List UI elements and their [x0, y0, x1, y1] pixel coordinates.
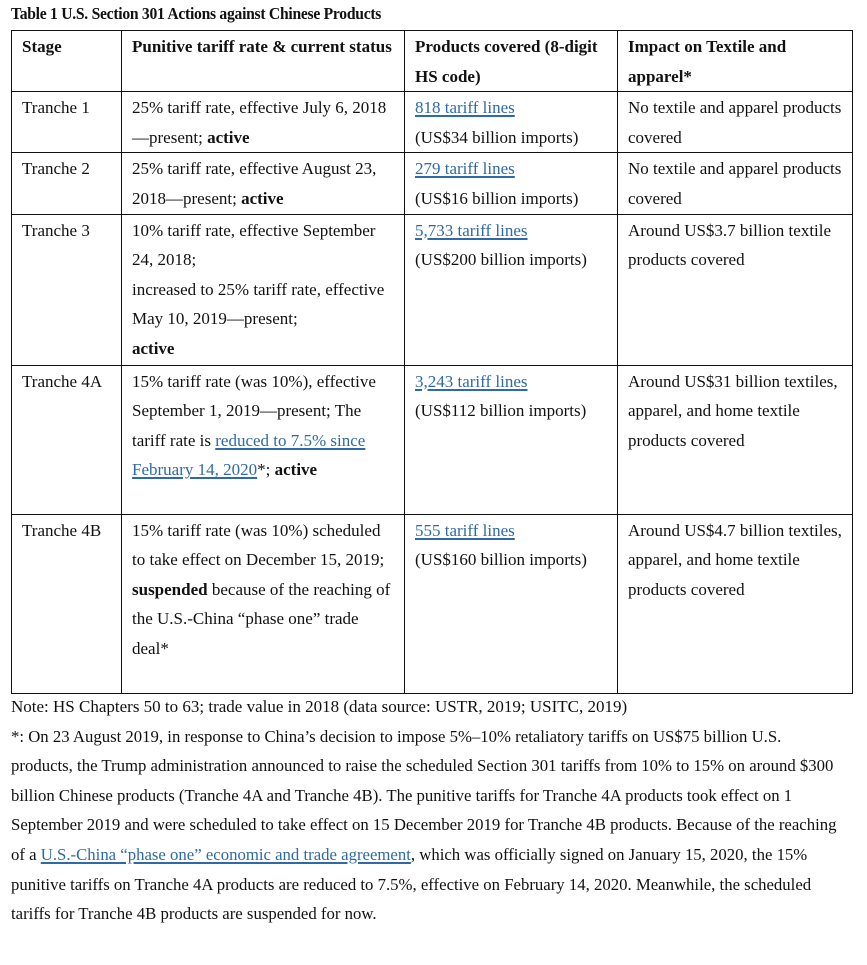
- products-cell: [405, 214, 618, 365]
- products-cell: [405, 365, 618, 514]
- rate-text-suspension-reason: because of the reaching of the U.S.-China “phase one” trade deal*: [132, 579, 391, 658]
- rate-text: 15% tariff rate (was 10%), effective September 1, 2019—present; The tariff rate is: [132, 371, 376, 450]
- stage-cell: Tranche 3: [12, 214, 122, 365]
- header-products-covered: Products covered (8-digit HS code): [405, 31, 618, 92]
- tariff-lines-link[interactable]: 279 tariff lines: [415, 159, 515, 179]
- products-cell: [405, 153, 618, 214]
- products-cell: [405, 514, 618, 693]
- imports-value: (US$34 billion imports): [415, 127, 579, 147]
- table-row: [12, 365, 853, 514]
- tariff-rate-cell: [122, 514, 405, 693]
- imports-value: (US$16 billion imports): [415, 188, 579, 208]
- footnote: [11, 722, 843, 929]
- imports-value: (US$160 billion imports): [415, 550, 587, 570]
- table-row: [12, 92, 853, 153]
- rate-text: 25% tariff rate, effective August 23, 2018—present;: [132, 159, 377, 208]
- table-notes: [11, 692, 856, 929]
- table-header-row: [12, 31, 853, 92]
- impact-cell: Around US$4.7 billion textiles, apparel, and home textile products covered: [618, 514, 853, 693]
- stage-cell: Tranche 4A: [12, 365, 122, 514]
- tariff-rate-cell: [122, 214, 405, 365]
- rate-text-increase: increased to 25% tariff rate, effective May 10, 2019—present;: [132, 279, 385, 329]
- rate-text: 10% tariff rate, effective September 24, 2018;: [132, 220, 376, 270]
- impact-cell: Around US$31 billion textiles, apparel, and home textile products covered: [618, 365, 853, 514]
- section-301-table: [11, 30, 853, 694]
- tariff-lines-link[interactable]: 3,243 tariff lines: [415, 371, 528, 391]
- footnote-text-continued: , which was officially signed on January 15, 2020, the 15% punitive tariffs on Tranche 4A products are reduced to 7.5%, effective on February 14, 2020. Meanwhile, the scheduled tariffs for Tranche 4B products are suspended for now.: [11, 844, 812, 924]
- tariff-lines-link[interactable]: 818 tariff lines: [415, 98, 515, 118]
- tariff-rate-cell: [122, 365, 405, 514]
- header-tariff-rate: Punitive tariff rate & current status: [122, 31, 405, 92]
- stage-cell: Tranche 4B: [12, 514, 122, 693]
- status-label: active: [207, 127, 250, 147]
- footnote-text: *: On 23 August 2019, in response to China’s decision to impose 5%–10% retaliatory tariffs on US$75 billion U.S. products, the Trump administration announced to raise the scheduled Section 301 tariffs from 10% to 15% on around $300 billion Chinese products (Tranche 4A and Tranche 4B). The punitive tariffs for Tranche 4A products took effect on 1 September 2019 and were scheduled to take effect on 15 December 2019 for Tranche 4B products. Because of the reaching of a: [11, 726, 837, 864]
- rate-reduction-link[interactable]: reduced to 7.5% since February 14, 2020: [132, 430, 366, 480]
- tariff-rate-cell: [122, 153, 405, 214]
- phase-one-agreement-link[interactable]: U.S.-China “phase one” economic and trade agreement: [40, 844, 411, 864]
- table-row: [12, 214, 853, 365]
- tariff-lines-link[interactable]: 5,733 tariff lines: [415, 220, 528, 240]
- tariff-rate-cell: [122, 92, 405, 153]
- impact-cell: Around US$3.7 billion textile products covered: [618, 214, 853, 365]
- rate-text: 25% tariff rate, effective July 6, 2018—present;: [132, 98, 387, 147]
- status-label: active: [241, 188, 284, 208]
- status-label: suspended: [132, 579, 208, 599]
- table-row: [12, 514, 853, 693]
- stage-cell: Tranche 2: [12, 153, 122, 214]
- status-label: active: [132, 338, 175, 358]
- impact-cell: No textile and apparel products covered: [618, 153, 853, 214]
- stage-cell: Tranche 1: [12, 92, 122, 153]
- header-impact: Impact on Textile and apparel*: [618, 31, 853, 92]
- imports-value: (US$200 billion imports): [415, 250, 587, 270]
- table-caption: Table 1 U.S. Section 301 Actions against Chinese Products: [11, 4, 382, 23]
- imports-value: (US$112 billion imports): [415, 401, 587, 421]
- rate-footnote-mark: *;: [257, 460, 275, 480]
- impact-cell: No textile and apparel products covered: [618, 92, 853, 153]
- table-row: [12, 153, 853, 214]
- header-stage: Stage: [12, 31, 122, 92]
- products-cell: [405, 92, 618, 153]
- status-label: active: [274, 460, 318, 480]
- tariff-lines-link[interactable]: 555 tariff lines: [415, 520, 515, 540]
- rate-text: 15% tariff rate (was 10%) scheduled to take effect on December 15, 2019;: [132, 520, 385, 570]
- data-source-note: Note: HS Chapters 50 to 63; trade value in 2018 (data source: USTR, 2019; USITC, 2019): [11, 697, 628, 716]
